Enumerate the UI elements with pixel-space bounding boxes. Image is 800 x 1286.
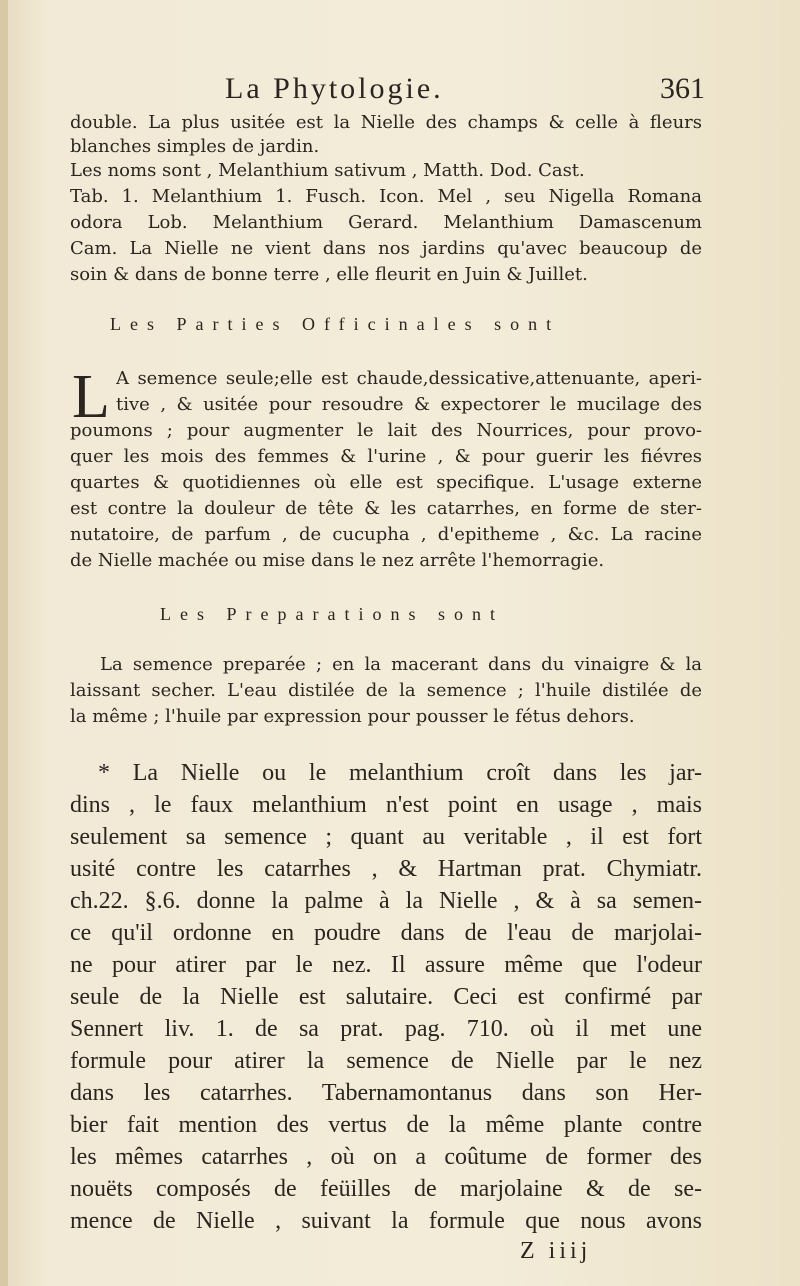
- text-line: double. La plus usitée est la Nielle des champs & celle à fleurs: [70, 112, 702, 133]
- text-line: usité contre les catarrhes , & Hartman prat. Chymiatr.: [70, 856, 702, 882]
- text-line: ce qu'il ordonne en poudre dans de l'eau de marjolai-: [70, 920, 702, 946]
- page-number: 361: [660, 72, 705, 105]
- text-line: la même ; l'huile par expression pour pousser le fétus dehors.: [70, 706, 635, 727]
- text-line: seule de la Nielle est salutaire. Ceci est confirmé par: [70, 984, 702, 1010]
- text-line: seulement sa semence ; quant au veritable , il est fort: [70, 824, 702, 850]
- text-line: A semence seule;elle est chaude,dessicative,attenuante, aperi-: [116, 368, 702, 389]
- text-line: quer les mois des femmes & l'urine , & pour guerir les fiévres: [70, 446, 702, 467]
- signature-mark: Z iiij: [520, 1238, 592, 1264]
- section-heading-officinales: Les Parties Officinales sont: [110, 314, 561, 334]
- text-line: mence de Nielle , suivant la formule que nous avons: [70, 1208, 702, 1234]
- text-line: de Nielle machée ou mise dans le nez arrête l'hemorragie.: [70, 550, 605, 571]
- drop-cap: L: [72, 363, 110, 431]
- text-line: nouëts composés de feüilles de marjolaine & de se-: [70, 1176, 702, 1202]
- text-line: nutatoire, de parfum , de cucupha , d'epitheme , &c. La racine: [70, 524, 702, 545]
- text-line: * La Nielle ou le melanthium croît dans les jar-: [98, 760, 702, 786]
- text-line: Cam. La Nielle ne vient dans nos jardins qu'avec beaucoup de: [70, 238, 702, 259]
- text-line: Sennert liv. 1. de sa prat. pag. 710. où il met une: [70, 1016, 702, 1042]
- text-line: formule pour atirer la semence de Nielle par le nez: [70, 1048, 702, 1074]
- text-line: poumons ; pour augmenter le lait des Nourrices, pour provo-: [70, 420, 702, 441]
- text-line: blanches simples de jardin.: [70, 136, 320, 157]
- running-header: [225, 72, 705, 106]
- text-line: Les noms sont , Melanthium sativum , Matth. Dod. Cast.: [70, 160, 585, 181]
- text-line: Tab. 1. Melanthium 1. Fusch. Icon. Mel , seu Nigella Romana: [70, 186, 702, 207]
- text-line: laissant secher. L'eau distilée de la semence ; l'huile distilée de: [70, 680, 702, 701]
- text-line: est contre la douleur de tête & les catarrhes, en forme de ster-: [70, 498, 702, 519]
- section-heading-preparations: Les Preparations sont: [160, 604, 504, 624]
- text-line: tive , & usitée pour resoudre & expectorer le mucilage des: [116, 394, 702, 415]
- text-line: bier fait mention des vertus de la même plante contre: [70, 1112, 702, 1138]
- text-line: odora Lob. Melanthium Gerard. Melanthium Damascenum: [70, 212, 702, 233]
- text-line: La semence preparée ; en la macerant dans du vinaigre & la: [100, 654, 702, 675]
- page-edge: [0, 0, 8, 1286]
- text-line: soin & dans de bonne terre , elle fleurit en Juin & Juillet.: [70, 264, 588, 285]
- text-line: les mêmes catarrhes , où on a coûtume de former des: [70, 1144, 702, 1170]
- text-line: dins , le faux melanthium n'est point en usage , mais: [70, 792, 702, 818]
- header-title: La Phytologie.: [225, 72, 444, 105]
- text-line: dans les catarrhes. Tabernamontanus dans son Her-: [70, 1080, 702, 1106]
- text-line: ne pour atirer par le nez. Il assure même que l'odeur: [70, 952, 702, 978]
- text-line: ch.22. §.6. donne la palme à la Nielle , & à sa semen-: [70, 888, 702, 914]
- text-line: quartes & quotidiennes où elle est specifique. L'usage externe: [70, 472, 702, 493]
